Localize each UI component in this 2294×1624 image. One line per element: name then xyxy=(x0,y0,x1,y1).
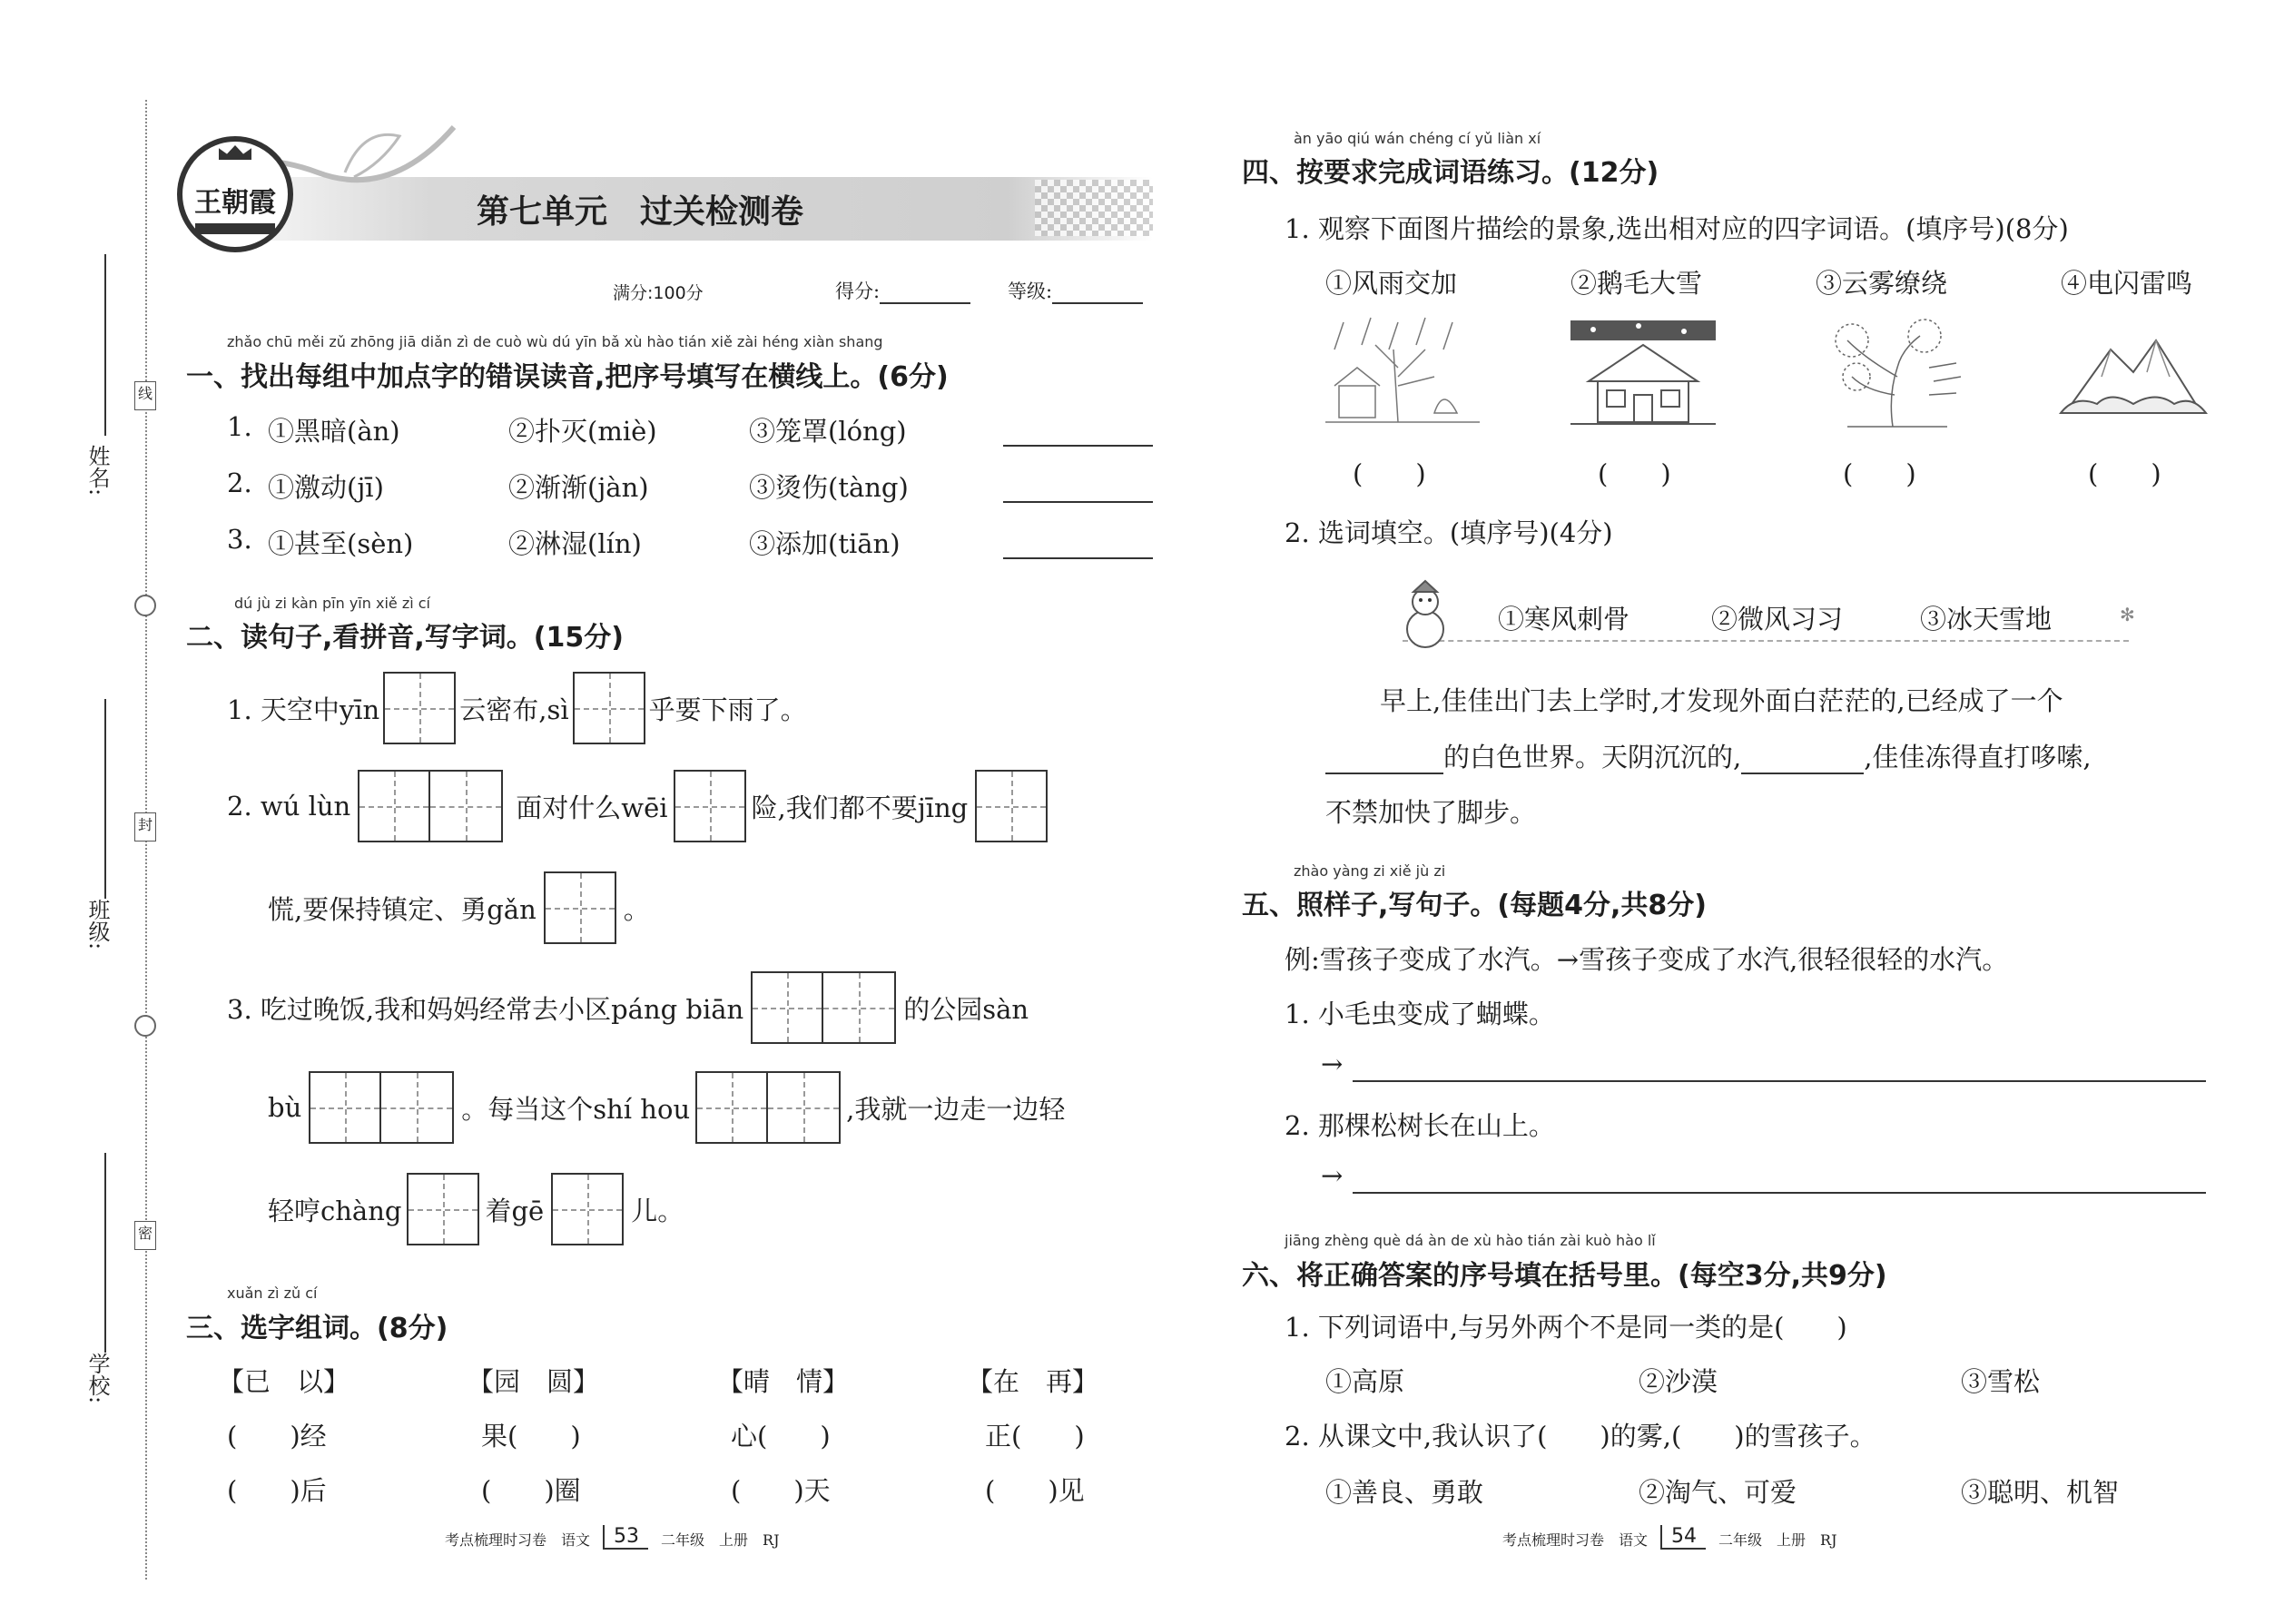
s5-pinyin: zhào yàng zi xiě jù zi xyxy=(1294,862,1446,880)
brand-ribbon xyxy=(195,223,275,234)
name-line xyxy=(104,254,106,436)
storm-scene-image xyxy=(1325,313,1480,431)
cut-mark-1: 线 xyxy=(134,381,156,410)
blank-line[interactable] xyxy=(1325,745,1443,774)
school-line xyxy=(104,1153,106,1353)
write-grid[interactable] xyxy=(383,672,456,744)
s1-opt: ②扑灭(miè) xyxy=(508,416,657,447)
class-line xyxy=(104,699,106,899)
word-choice: ①寒风刺骨 xyxy=(1498,604,1630,635)
checker-pattern xyxy=(1035,180,1153,236)
s2-q3: 3. 吃过晚饭,我和妈妈经常去小区páng biān 的公园sàn xyxy=(227,971,1029,1044)
s3-word[interactable]: ( )见 xyxy=(985,1475,1085,1506)
s1-row-2: 2. xyxy=(227,468,252,498)
write-grid[interactable] xyxy=(544,871,616,944)
s1-opt: ③添加(tiān) xyxy=(749,528,901,559)
grade-label: 等级: xyxy=(1008,281,1053,302)
s2-pinyin: dú jù zi kàn pīn yīn xiě zì cí xyxy=(234,595,430,612)
footer-right: 考点梳理时习卷 语文 54 二年级 上册 RJ xyxy=(1502,1525,1837,1549)
s3-word[interactable]: 果( ) xyxy=(481,1421,581,1452)
s6-pinyin: jiāng zhèng què dá àn de xù hào tián zài kuò hào lǐ xyxy=(1285,1232,1656,1249)
s6-q2: 2. 从课文中,我认识了( )的雾,( )的雪孩子。 xyxy=(1285,1421,1876,1452)
s4-heading: 四、按要求完成词语练习。(12分) xyxy=(1242,157,1659,189)
answer-line[interactable] xyxy=(1353,1080,2206,1082)
s5-heading: 五、照样子,写句子。(每题4分,共8分) xyxy=(1242,890,1707,921)
s2-q2: 2. wú lùn 面对什么wēi 险,我们都不要jīng xyxy=(227,770,1048,842)
snow-house-image xyxy=(1566,313,1720,431)
s6-opt: ③聪明、机智 xyxy=(1961,1477,2120,1508)
s4-para2: 的白色世界。天阴沉沉的, ,佳佳冻得直打哆嗦, xyxy=(1325,737,2092,774)
s3-pair: 【晴 情】 xyxy=(717,1366,850,1397)
s1-row-1: 1. xyxy=(227,411,252,442)
s2-heading: 二、读句子,看拼音,写字词。(15分) xyxy=(186,622,624,654)
arrow-icon: → xyxy=(1321,1160,1344,1191)
s3-word[interactable]: ( )天 xyxy=(731,1475,831,1506)
brand-logo xyxy=(177,136,293,252)
snowflake-icon: ✻ xyxy=(2120,604,2135,625)
school-label: 学校: xyxy=(84,1353,110,1404)
s4-option: ①风雨交加 xyxy=(1325,268,1458,299)
name-label: 姓名: xyxy=(84,445,110,497)
s4-option: ③云雾缭绕 xyxy=(1816,268,1948,299)
crown-icon xyxy=(219,145,251,160)
s2-q2-cont: 慌,要保持镇定、勇gǎn 。 xyxy=(268,871,650,944)
cut-mark-2: 封 xyxy=(134,812,156,842)
cut-mark-3: 密 xyxy=(134,1221,156,1250)
s1-opt: ①甚至(sèn) xyxy=(268,528,414,559)
s5-q1: 1. 小毛虫变成了蝴蝶。 xyxy=(1285,999,1555,1029)
score-label: 得分: xyxy=(835,281,881,302)
s1-opt: ①激动(jī) xyxy=(268,472,384,503)
s1-row-3: 3. xyxy=(227,524,252,555)
footer-left: 考点梳理时习卷 语文 53 二年级 上册 RJ xyxy=(445,1525,780,1549)
s4-para3: 不禁加快了脚步。 xyxy=(1325,797,1537,828)
s4-q1: 1. 观察下面图片描绘的景象,选出相对应的四字词语。(填序号)(8分) xyxy=(1285,213,2069,244)
answer-line[interactable] xyxy=(1353,1192,2206,1194)
s4-para1: 早上,佳佳出门去上学时,才发现外面白茫茫的,已经成了一个 xyxy=(1380,685,2063,716)
page-title: 第七单元 过关检测卷 xyxy=(477,193,804,231)
s1-opt: ①黑暗(àn) xyxy=(268,416,400,447)
cloud-mountain-image xyxy=(2056,313,2210,431)
s4-pinyin: àn yāo qiú wán chéng cí yǔ liàn xí xyxy=(1294,130,1541,147)
s6-opt: ①高原 xyxy=(1325,1366,1405,1397)
page-number: 53 xyxy=(603,1525,648,1550)
s6-opt: ③雪松 xyxy=(1961,1366,2041,1397)
answer-line[interactable] xyxy=(1003,445,1153,447)
ring-icon xyxy=(134,595,156,616)
full-score: 满分:100分 xyxy=(613,283,704,303)
word-choice: ③冰天雪地 xyxy=(1920,604,2053,635)
write-grid[interactable] xyxy=(573,672,645,744)
write-grid[interactable] xyxy=(695,1071,841,1144)
s6-opt: ②沙漠 xyxy=(1639,1366,1718,1397)
answer-paren[interactable]: ( ) xyxy=(1353,458,1426,489)
s3-heading: 三、选字组词。(8分) xyxy=(186,1313,448,1344)
s6-opt: ②淘气、可爱 xyxy=(1639,1477,1797,1508)
s1-heading: 一、找出每组中加点字的错误读音,把序号填写在横线上。(6分) xyxy=(186,361,949,393)
s3-word[interactable]: ( )圈 xyxy=(481,1475,581,1506)
s3-pair: 【园 圆】 xyxy=(468,1366,600,1397)
s1-opt: ②渐渐(jàn) xyxy=(508,472,649,503)
s5-q2: 2. 那棵松树长在山上。 xyxy=(1285,1110,1555,1141)
brand-name: 王朝霞 xyxy=(194,187,276,219)
arrow-icon: → xyxy=(1321,1048,1344,1079)
s6-heading: 六、将正确答案的序号填在括号里。(每空3分,共9分) xyxy=(1242,1260,1887,1292)
write-grid[interactable] xyxy=(407,1173,479,1245)
s3-pair: 【在 再】 xyxy=(967,1366,1099,1397)
s3-pinyin: xuǎn zì zǔ cí xyxy=(227,1284,318,1302)
s3-word[interactable]: 心( ) xyxy=(731,1421,831,1452)
write-grid[interactable] xyxy=(358,770,503,842)
s1-opt: ③烫伤(tàng) xyxy=(749,472,909,503)
s2-q3-cont2: 轻哼chàng 着gē 儿。 xyxy=(268,1173,684,1245)
write-grid[interactable] xyxy=(975,770,1048,842)
s3-pair: 【已 以】 xyxy=(218,1366,350,1397)
snowman-icon xyxy=(1393,579,1457,652)
s3-word[interactable]: 正( ) xyxy=(985,1421,1085,1452)
answer-line[interactable] xyxy=(1003,557,1153,559)
write-grid[interactable] xyxy=(674,770,746,842)
grade-field[interactable] xyxy=(1008,277,1143,304)
score-field[interactable] xyxy=(835,277,970,304)
s1-pinyin: zhǎo chū měi zǔ zhōng jiā diǎn zì de cuò wù dú yīn bǎ xù hào tián xiě zài héng xiàn shang xyxy=(227,333,883,350)
write-grid[interactable] xyxy=(551,1173,624,1245)
s4-option: ④电闪雷鸣 xyxy=(2061,268,2193,299)
answer-paren[interactable]: ( ) xyxy=(1843,458,1916,489)
answer-line[interactable] xyxy=(1003,501,1153,503)
s3-word[interactable]: ( )经 xyxy=(227,1421,327,1452)
s2-q3-cont: bù 。每当这个shí hou ,我就一边走一边轻 xyxy=(268,1071,1065,1144)
blank-line[interactable] xyxy=(1741,745,1864,774)
s4-q2: 2. 选词填空。(填序号)(4分) xyxy=(1285,517,1613,548)
s1-opt: ③笼罩(lóng) xyxy=(749,416,907,447)
word-choice: ②微风习习 xyxy=(1711,604,1844,635)
answer-paren[interactable]: ( ) xyxy=(2088,458,2161,489)
s4-option: ②鹅毛大雪 xyxy=(1570,268,1703,299)
page-number: 54 xyxy=(1660,1525,1706,1550)
s3-word[interactable]: ( )后 xyxy=(227,1475,327,1506)
s6-opt: ①善良、勇敢 xyxy=(1325,1477,1484,1508)
s6-q1: 1. 下列词语中,与另外两个不是同一类的是( ) xyxy=(1285,1312,1847,1343)
write-grid[interactable] xyxy=(751,971,896,1044)
write-grid[interactable] xyxy=(309,1071,454,1144)
class-label: 班级: xyxy=(84,899,110,950)
s1-opt: ②淋湿(lín) xyxy=(508,528,642,559)
ring-icon xyxy=(134,1015,156,1037)
s5-example: 例:雪孩子变成了水汽。→雪孩子变成了水汽,很轻很轻的水汽。 xyxy=(1285,944,2009,975)
wind-tree-image xyxy=(1811,313,1965,431)
answer-paren[interactable]: ( ) xyxy=(1598,458,1671,489)
s2-q1: 1. 天空中yīn 云密布,sì 乎要下雨了。 xyxy=(227,672,807,744)
